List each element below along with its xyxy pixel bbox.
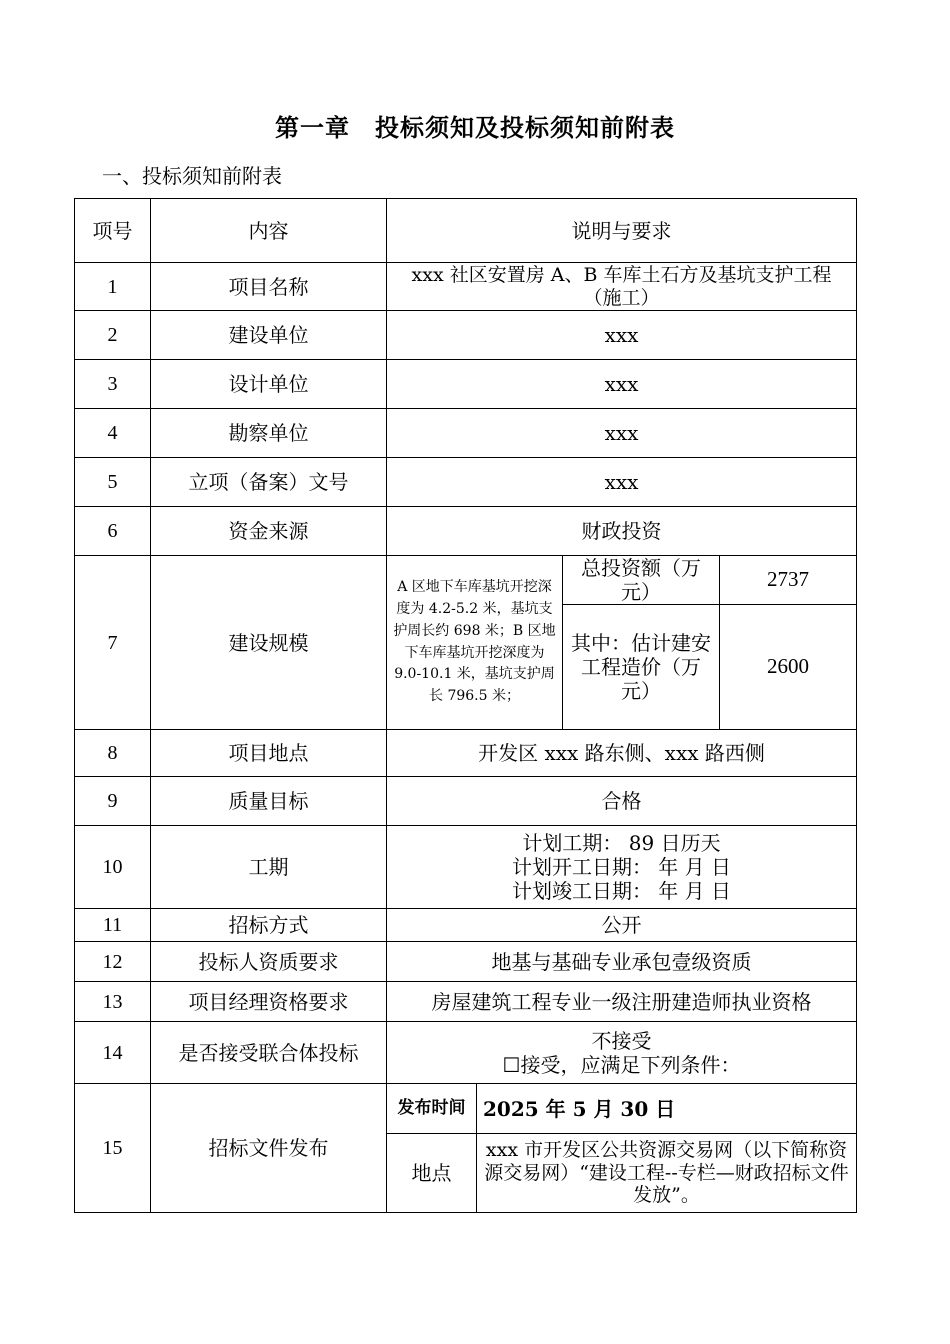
table-row	[75, 458, 857, 507]
row-item: 资金来源	[151, 507, 387, 556]
table-row	[75, 1022, 857, 1084]
table-row	[75, 826, 857, 909]
chapter-title: 第一章 投标须知及投标须知前附表	[275, 113, 675, 142]
row-no: 4	[75, 409, 151, 458]
header-no: 项号	[75, 199, 151, 263]
row-no: 14	[75, 1022, 151, 1084]
table-header-row	[75, 199, 857, 263]
row-no: 15	[75, 1084, 151, 1213]
table-row	[75, 360, 857, 409]
row-item: 工期	[151, 826, 387, 909]
row-no: 5	[75, 458, 151, 507]
table-row	[75, 777, 857, 826]
row-desc: 公开	[387, 909, 857, 942]
row-desc: 房屋建筑工程专业一级注册建造师执业资格	[387, 982, 857, 1022]
row-no: 10	[75, 826, 151, 909]
row-desc: xxx	[387, 458, 857, 507]
row-desc: xxx	[387, 360, 857, 409]
consortium-option-reject: 不接受	[591, 1028, 652, 1053]
header-item: 内容	[151, 199, 387, 263]
table-row	[75, 556, 857, 605]
table-row	[75, 1084, 857, 1134]
table-row	[75, 942, 857, 982]
consortium-option-accept: ☐接受，应满足下列条件：	[502, 1052, 741, 1077]
scale-description: A 区地下车库基坑开挖深度为 4.2-5.2 米，基坑支护周长约 698 米；B 区地下车库基坑开挖深度为 9.0-10.1 米，基坑支护周长 796.5 米；	[387, 556, 563, 730]
estimated-cost-value: 2600	[720, 605, 857, 730]
section-heading: 一、投标须知前附表	[102, 164, 282, 188]
table-row	[75, 730, 857, 777]
header-desc: 说明与要求	[387, 199, 857, 263]
row-item: 设计单位	[151, 360, 387, 409]
row-item: 招标文件发布	[151, 1084, 387, 1213]
row-item: 项目经理资格要求	[151, 982, 387, 1022]
row-item: 质量目标	[151, 777, 387, 826]
row-desc: 合格	[387, 777, 857, 826]
row-no: 2	[75, 311, 151, 360]
schedule-cell	[387, 826, 857, 909]
table-row	[75, 311, 857, 360]
row-desc: 财政投资	[387, 507, 857, 556]
release-time-value: 2025 年 5 月 30 日	[477, 1084, 857, 1134]
row-no: 11	[75, 909, 151, 942]
row-item: 是否接受联合体投标	[151, 1022, 387, 1084]
release-place-label: 地点	[387, 1134, 477, 1213]
row-no: 3	[75, 360, 151, 409]
row-item: 项目地点	[151, 730, 387, 777]
row-desc: xxx	[387, 409, 857, 458]
total-investment-value: 2737	[720, 556, 857, 605]
row-item: 勘察单位	[151, 409, 387, 458]
row-no: 8	[75, 730, 151, 777]
planned-start-date: 计划开工日期： 年 月 日	[511, 855, 732, 879]
row-item: 立项（备案）文号	[151, 458, 387, 507]
row-no: 9	[75, 777, 151, 826]
release-place-value: xxx 市开发区公共资源交易网（以下简称资源交易网）“建设工程--专栏—财政招标文件发放”。	[477, 1134, 857, 1213]
table-row	[75, 507, 857, 556]
table-row	[75, 409, 857, 458]
row-item: 建设单位	[151, 311, 387, 360]
row-desc: xxx	[387, 311, 857, 360]
row-no: 1	[75, 263, 151, 311]
row-item: 招标方式	[151, 909, 387, 942]
row-desc: 地基与基础专业承包壹级资质	[387, 942, 857, 982]
row-no: 13	[75, 982, 151, 1022]
table-row	[75, 982, 857, 1022]
row-no: 6	[75, 507, 151, 556]
estimated-cost-label: 其中：估计建安工程造价（万元）	[563, 605, 720, 730]
row-item: 建设规模	[151, 556, 387, 730]
planned-end-date: 计划竣工日期： 年 月 日	[511, 879, 732, 903]
row-desc: 开发区 xxx 路东侧、xxx 路西侧	[387, 730, 857, 777]
bid-notice-table	[74, 198, 857, 1213]
total-investment-label: 总投资额（万元）	[563, 556, 720, 605]
consortium-cell	[387, 1022, 857, 1084]
project-name-value: xxx 社区安置房 A、B 车库土石方及基坑支护工程（施工）	[387, 263, 857, 311]
row-item: 项目名称	[151, 263, 387, 311]
release-time-label: 发布时间	[387, 1084, 477, 1134]
table-row	[75, 263, 857, 311]
row-item: 投标人资质要求	[151, 942, 387, 982]
row-no: 7	[75, 556, 151, 730]
row-no: 12	[75, 942, 151, 982]
table-row	[75, 909, 857, 942]
planned-duration: 计划工期： 89 日历天	[522, 831, 721, 855]
